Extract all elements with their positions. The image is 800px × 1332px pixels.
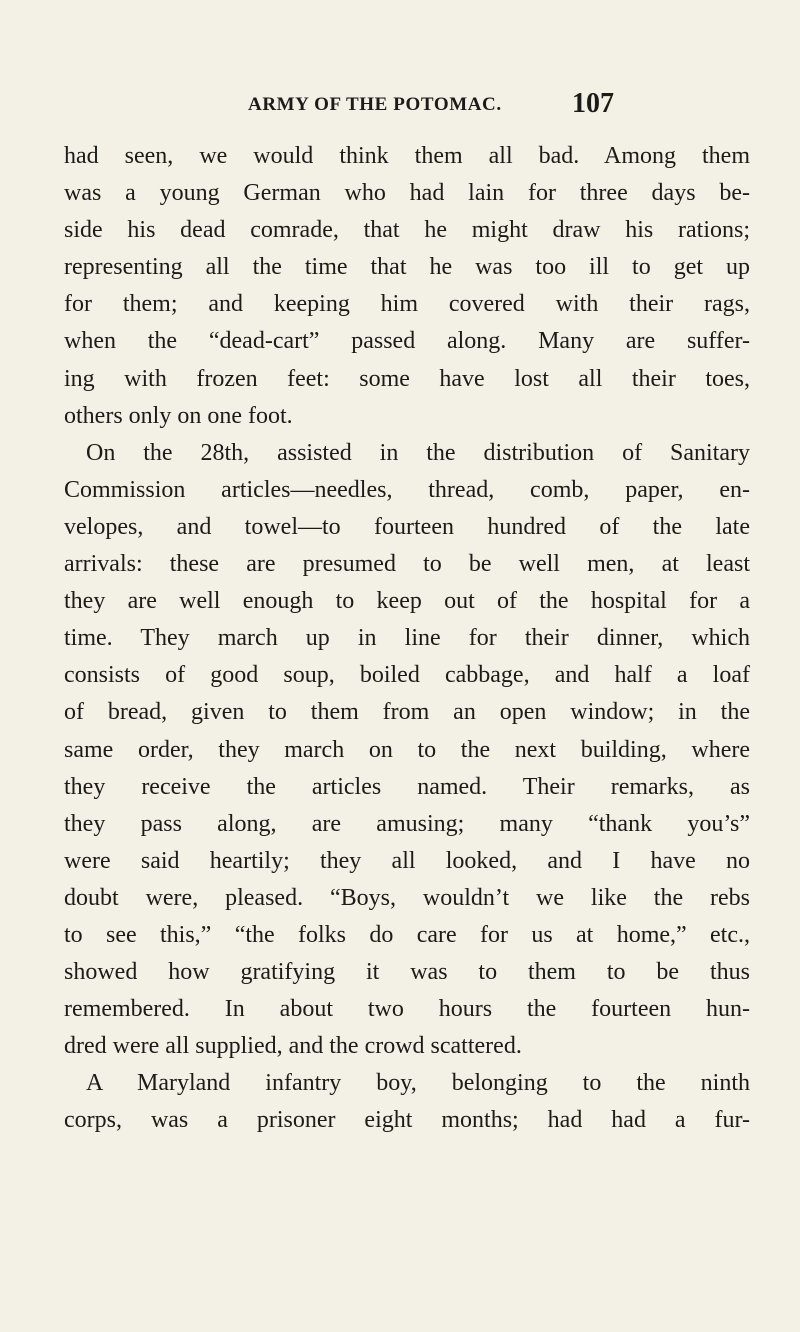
text-line: they receive the articles named. Their remarks, as (64, 773, 750, 800)
text-line: ing with frozen feet: some have lost all their toes, (64, 365, 750, 392)
text-line: others only on one foot. (64, 402, 293, 429)
page-number: 107 (572, 88, 614, 119)
text-line: corps, was a prisoner eight months; had had a fur- (64, 1107, 750, 1134)
text-line: arrivals: these are presumed to be well men, at least (64, 551, 750, 578)
text-line: side his dead comrade, that he might draw his rations; (64, 217, 750, 244)
text-line: dred were all supplied, and the crowd scattered. (64, 1033, 522, 1060)
text-line: they are well enough to keep out of the hospital for a (64, 588, 750, 615)
text-line: velopes, and towel—to fourteen hundred of the late (64, 513, 750, 540)
text-line: of bread, given to them from an open window; in the (64, 699, 750, 726)
text-line: Commission articles—needles, thread, comb, paper, en- (64, 476, 750, 503)
text-line: consists of good soup, boiled cabbage, and half a loaf (64, 662, 750, 689)
text-line: for them; and keeping him covered with their rags, (64, 291, 750, 318)
running-title: ARMY OF THE POTOMAC. (248, 94, 502, 115)
text-line: to see this,” “the folks do care for us at home,” etc., (64, 921, 750, 948)
text-line: were said heartily; they all looked, and I have no (64, 847, 750, 874)
text-line: same order, they march on to the next building, where (64, 736, 750, 763)
text-line: representing all the time that he was too ill to get up (64, 254, 750, 281)
body-text (64, 138, 750, 1140)
text-line: was a young German who had lain for three days be- (64, 180, 750, 207)
text-line: remembered. In about two hours the fourteen hun- (64, 996, 750, 1023)
text-line: they pass along, are amusing; many “thank you’s” (64, 810, 750, 837)
paragraph-first-line: On the 28th, assisted in the distribution of Sanitary (86, 439, 750, 466)
paragraph-first-line: A Maryland infantry boy, belonging to the ninth (86, 1070, 750, 1097)
text-line: when the “dead-cart” passed along. Many are suffer- (64, 328, 750, 355)
text-line: time. They march up in line for their dinner, which (64, 625, 750, 652)
text-line: had seen, we would think them all bad. Among them (64, 143, 750, 169)
running-head (248, 88, 750, 128)
text-line: showed how gratifying it was to them to be thus (64, 959, 750, 986)
text-line: doubt were, pleased. “Boys, wouldn’t we like the rebs (64, 884, 750, 911)
